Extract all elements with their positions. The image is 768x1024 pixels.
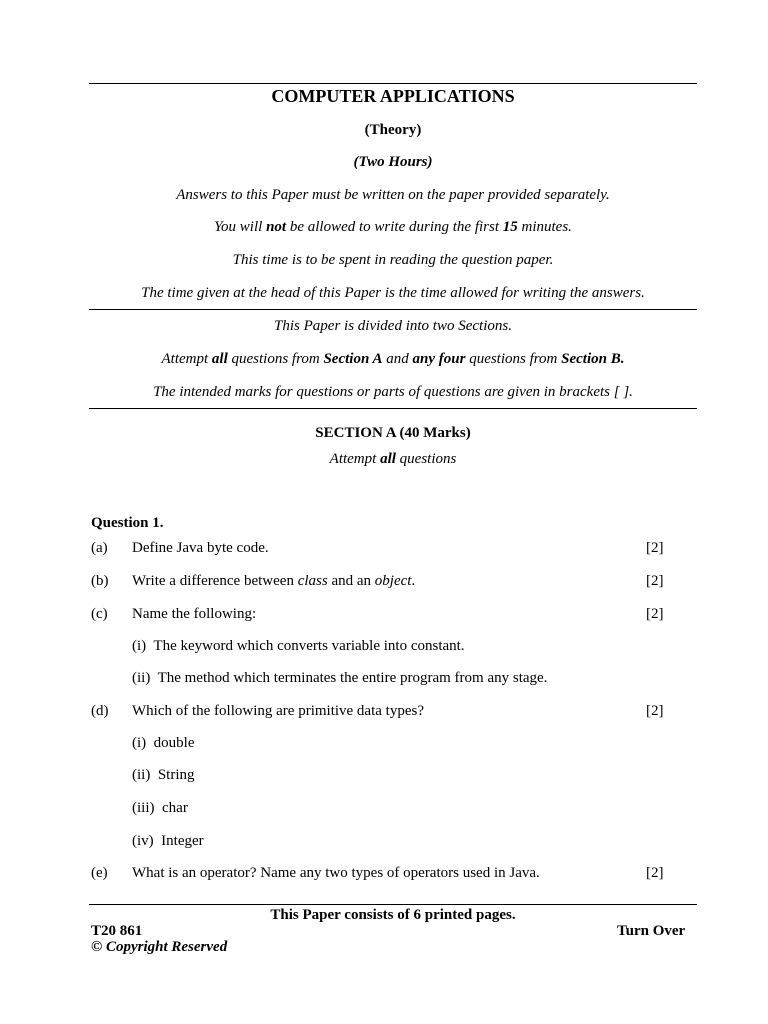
part-marks: [2] xyxy=(646,573,664,589)
sub-item: (i) double xyxy=(132,735,195,751)
part-label: (b) xyxy=(91,573,109,589)
section-title: SECTION A (40 Marks) xyxy=(315,425,471,441)
sub-item: (iv) Integer xyxy=(132,833,204,849)
sub-item: (i) The keyword which converts variable into constant. xyxy=(132,638,465,654)
sub-item: (ii) String xyxy=(132,767,195,783)
sub-item: (iii) char xyxy=(132,800,188,816)
copyright: © Copyright Reserved xyxy=(91,939,228,955)
part-marks: [2] xyxy=(646,703,664,719)
instruction-4: The time given at the head of this Paper is the time allowed for writing the answers. xyxy=(141,285,645,301)
instruction-1: Answers to this Paper must be written on the paper provided separately. xyxy=(176,187,610,203)
section-instruction: Attempt all questions xyxy=(329,451,457,467)
paper-title: COMPUTER APPLICATIONS xyxy=(271,86,515,106)
part-text: Which of the following are primitive data types? xyxy=(132,703,424,719)
part-marks: [2] xyxy=(646,606,664,622)
paper-duration: (Two Hours) xyxy=(353,154,433,170)
part-text: What is an operator? Name any two types of operators used in Java. xyxy=(132,865,540,881)
part-marks: [2] xyxy=(646,540,664,556)
instruction-3: This time is to be spent in reading the question paper. xyxy=(232,252,554,268)
part-text: Write a difference between class and an object. xyxy=(132,573,416,589)
part-label: (e) xyxy=(91,865,108,881)
part-label: (c) xyxy=(91,606,108,622)
part-label: (d) xyxy=(91,703,109,719)
question-title: Question 1. xyxy=(91,515,164,531)
turn-over: Turn Over xyxy=(617,923,686,939)
part-text: Name the following: xyxy=(132,606,257,622)
footer-rule xyxy=(89,904,697,905)
paper-code: T20 861 xyxy=(91,923,143,939)
lower-rule xyxy=(89,408,697,409)
part-text: Define Java byte code. xyxy=(132,540,269,556)
info-3: The intended marks for questions or parts of questions are given in brackets [ ]. xyxy=(153,384,633,400)
part-marks: [2] xyxy=(646,865,664,881)
middle-rule xyxy=(89,309,697,310)
paper-subtitle: (Theory) xyxy=(364,122,422,138)
info-1: This Paper is divided into two Sections. xyxy=(274,318,512,334)
info-2: Attempt all questions from Section A and any four questions from Section B. xyxy=(161,351,625,367)
instruction-2: You will not be allowed to write during the first 15 minutes. xyxy=(214,219,572,235)
top-rule xyxy=(89,83,697,84)
footer-pages: This Paper consists of 6 printed pages. xyxy=(270,907,516,923)
part-label: (a) xyxy=(91,540,108,556)
sub-item: (ii) The method which terminates the entire program from any stage. xyxy=(132,670,548,686)
